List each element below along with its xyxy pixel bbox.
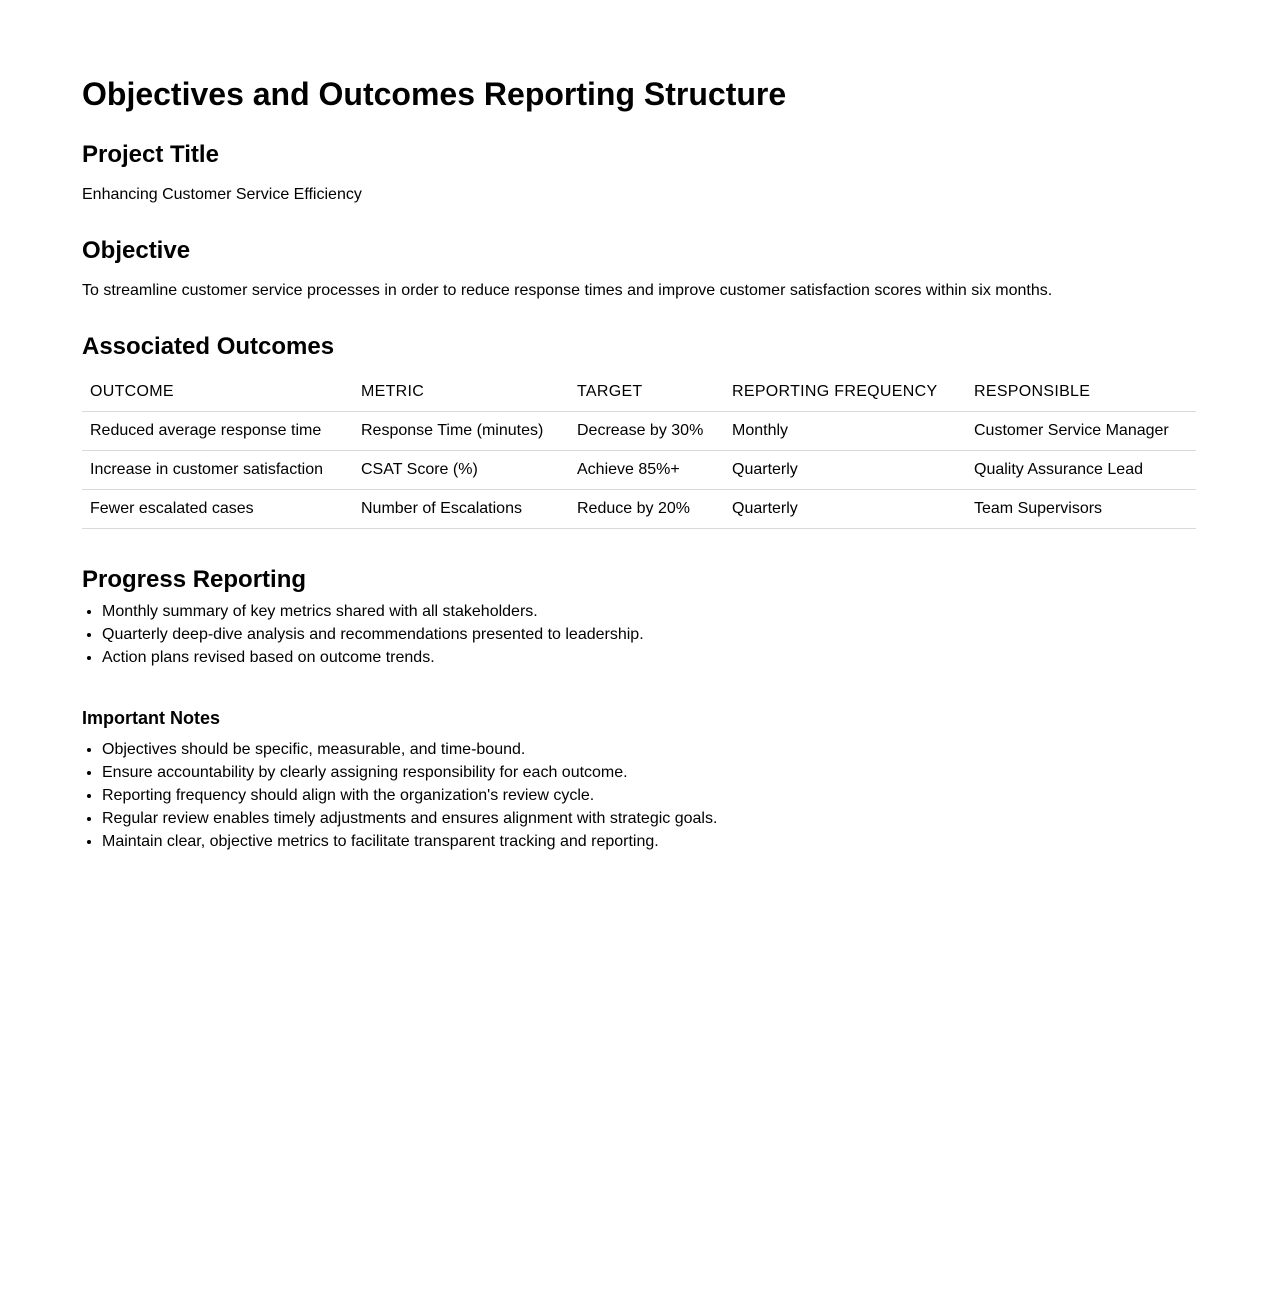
table-cell-responsible: Customer Service Manager <box>966 412 1196 451</box>
table-row <box>82 412 1196 451</box>
table-cell-outcome: Increase in customer satisfaction <box>82 451 353 490</box>
table-row <box>82 490 1196 529</box>
project-title-heading: Project Title <box>82 141 219 168</box>
list-item: • Action plans revised based on outcome trends. <box>102 646 1196 669</box>
table-cell-target: Decrease by 30% <box>569 412 724 451</box>
objective-heading: Objective <box>82 237 191 264</box>
table-cell-target: Achieve 85%+ <box>569 451 724 490</box>
list-item: • Objectives should be specific, measurable, and time-bound. <box>102 738 1196 761</box>
table-cell-metric: CSAT Score (%) <box>353 451 569 490</box>
table-cell-frequency: Quarterly <box>724 451 966 490</box>
progress-reporting-list <box>82 600 1196 669</box>
table-cell-outcome: Fewer escalated cases <box>82 490 353 529</box>
table-cell-target: Reduce by 20% <box>569 490 724 529</box>
column-header-outcome: OUTCOME <box>82 373 353 412</box>
list-item: • Ensure accountability by clearly assigning responsibility for each outcome. <box>102 761 1196 784</box>
list-item: • Quarterly deep-dive analysis and recommendations presented to leadership. <box>102 623 1196 646</box>
table-cell-metric: Number of Escalations <box>353 490 569 529</box>
associated-outcomes-heading: Associated Outcomes <box>82 333 335 360</box>
list-item: • Maintain clear, objective metrics to facilitate transparent tracking and reporting. <box>102 830 1196 853</box>
column-header-target: TARGET <box>569 373 724 412</box>
column-header-responsible: RESPONSIBLE <box>966 373 1196 412</box>
table-row <box>82 451 1196 490</box>
column-header-reporting-frequency: REPORTING FREQUENCY <box>724 373 966 412</box>
objective-text: To streamline customer service processes in order to reduce response times and improve customer satisfaction scores within six months. <box>82 282 1053 299</box>
column-header-metric: METRIC <box>353 373 569 412</box>
progress-reporting-heading: Progress Reporting <box>82 566 307 593</box>
table-header-row <box>82 373 1196 412</box>
important-notes-heading: Important Notes <box>82 708 221 728</box>
table-cell-responsible: Team Supervisors <box>966 490 1196 529</box>
important-notes-list <box>82 738 1196 853</box>
page-title: Objectives and Outcomes Reporting Structure <box>82 76 787 112</box>
outcomes-table <box>82 373 1196 529</box>
table-cell-outcome: Reduced average response time <box>82 412 353 451</box>
table-cell-metric: Response Time (minutes) <box>353 412 569 451</box>
project-title-text: Enhancing Customer Service Efficiency <box>82 186 362 203</box>
list-item: • Monthly summary of key metrics shared with all stakeholders. <box>102 600 1196 623</box>
table-cell-responsible: Quality Assurance Lead <box>966 451 1196 490</box>
list-item: • Regular review enables timely adjustments and ensures alignment with strategic goals. <box>102 807 1196 830</box>
table-cell-frequency: Quarterly <box>724 490 966 529</box>
table-cell-frequency: Monthly <box>724 412 966 451</box>
list-item: • Reporting frequency should align with the organization's review cycle. <box>102 784 1196 807</box>
